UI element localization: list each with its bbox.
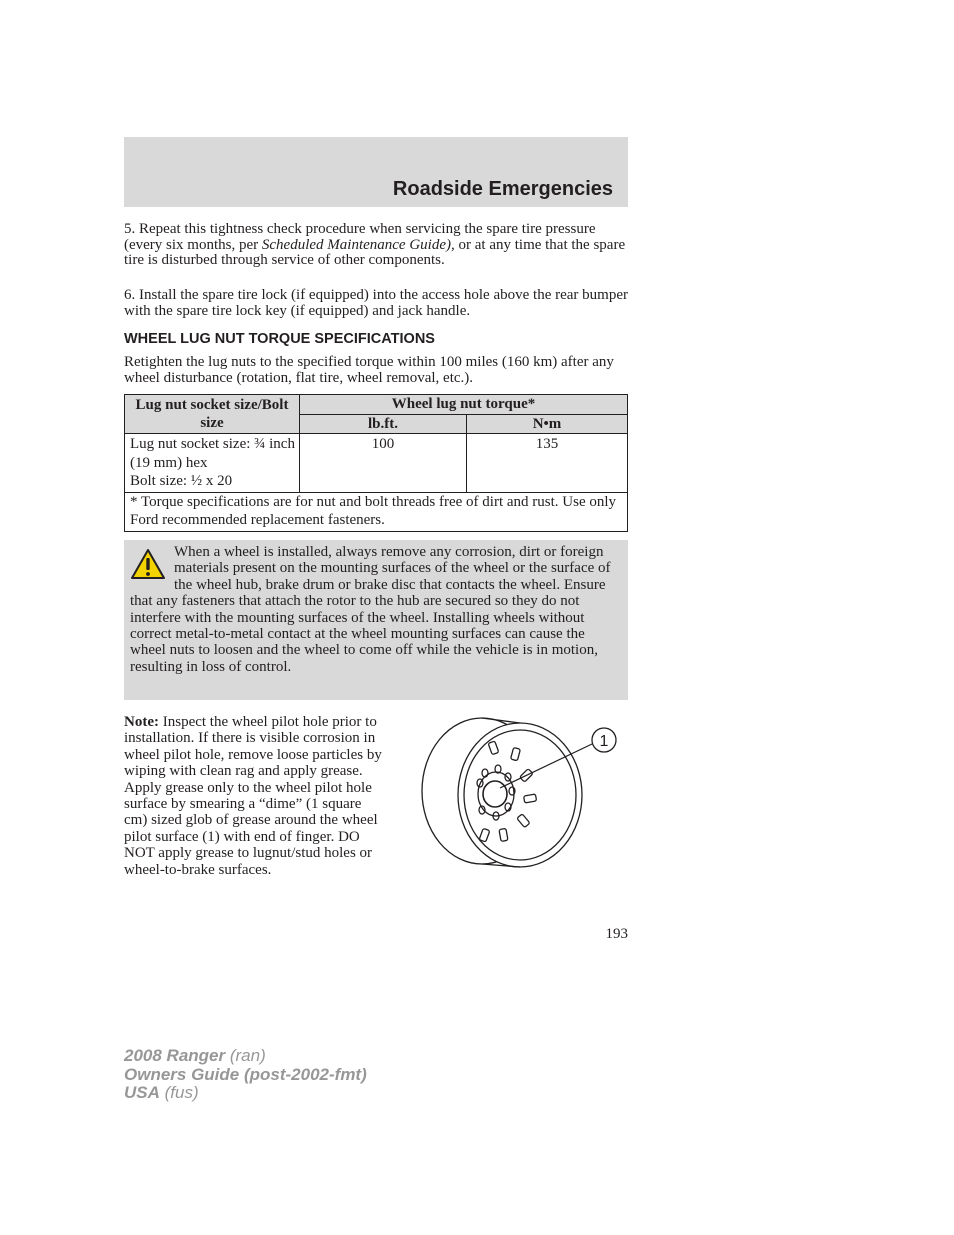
footer-model-code: (ran): [225, 1046, 266, 1065]
lbft-unit-header: lb.ft.: [300, 414, 467, 434]
step-5-text-start: 5. Repeat this tightness check procedure when servicing the spare tire pressure (every six months, per: [124, 221, 596, 253]
step-5-paragraph: [124, 222, 628, 269]
footer-guide: Owners Guide (post-2002-fmt): [124, 1064, 367, 1084]
bolt-size-value: Bolt size: ½ x 20: [130, 473, 233, 489]
socket-size-value: Lug nut socket size: ¾ inch (19 mm) hex: [130, 436, 295, 471]
torque-spec-table: [124, 394, 628, 532]
lbft-value: 100: [300, 434, 467, 493]
note-text: Inspect the wheel pilot hole prior to installation. If there is visible corrosion in wheel pilot hole, remove loose particles by wiping with clean rag and apply grease. Apply grease only to the wheel pilot hole surface by smearing a “dime” (1 square cm) sized glob of grease around the wheel pilot surface (1) with end of finger. DO NOT apply grease to lugnut/stud holes or wheel-to-brake surfaces.: [124, 714, 382, 878]
footer-market-code: (fus): [159, 1083, 199, 1102]
step-5-text-end: or at any time that the spare tire is disturbed through service of other components.: [124, 236, 626, 268]
warning-triangle-icon: [130, 548, 166, 580]
nm-value: 135: [467, 434, 628, 493]
warning-paragraph: [130, 544, 616, 675]
wheel-rim-outer: [458, 723, 582, 867]
step-6-text: 6. Install the spare tire lock (if equipped) into the access hole above the rear bumper with the spare tire lock key (if equipped) and jack handle.: [124, 287, 628, 319]
wheel-illustration: [420, 715, 620, 875]
document-footer: [124, 1047, 367, 1103]
note-paragraph: [124, 714, 384, 878]
note-label: Note:: [124, 714, 159, 730]
warning-text: When a wheel is installed, always remove any corrosion, dirt or foreign materials present on the mounting surfaces of the wheel or the surface of the wheel hub, brake drum or brake disc that contacts the wheel. Ensure that any fasteners that attach the rotor to the hub are secured so they do not interfere with the mounting surfaces of the wheel. Installing wheels without correct metal-to-metal contact at the wheel mounting surfaces can cause the wheel nuts to loosen and the wheel to come off while the vehicle is in motion, resulting in loss of control.: [130, 544, 611, 675]
warning-box: [124, 540, 628, 700]
section-heading: WHEEL LUG NUT TORQUE SPECIFICATIONS: [124, 331, 435, 347]
section-header-band: [124, 137, 628, 207]
socket-size-cell: [125, 434, 300, 493]
step-6-paragraph: [124, 288, 628, 319]
nm-unit-header: N•m: [467, 414, 628, 434]
socket-size-header: Lug nut socket size/Bolt size: [125, 395, 300, 434]
section-title: Roadside Emergencies: [392, 178, 613, 200]
callout-number: 1: [599, 733, 609, 750]
torque-header: Wheel lug nut torque*: [300, 395, 628, 415]
table-footnote: * Torque specifications are for nut and bolt threads free of dirt and rust. Use only Ford recommended replacement fasteners.: [125, 492, 628, 531]
torque-intro-text: Retighten the lug nuts to the specified torque within 100 miles (160 km) after any wheel disturbance (rotation, flat tire, wheel removal, etc.).: [124, 354, 614, 386]
footer-market: USA: [124, 1083, 160, 1102]
footer-model: 2008 Ranger: [124, 1046, 226, 1065]
torque-intro-paragraph: [124, 355, 628, 386]
maintenance-guide-reference: Scheduled Maintenance Guide),: [261, 236, 455, 253]
page-number: 193: [605, 926, 628, 942]
